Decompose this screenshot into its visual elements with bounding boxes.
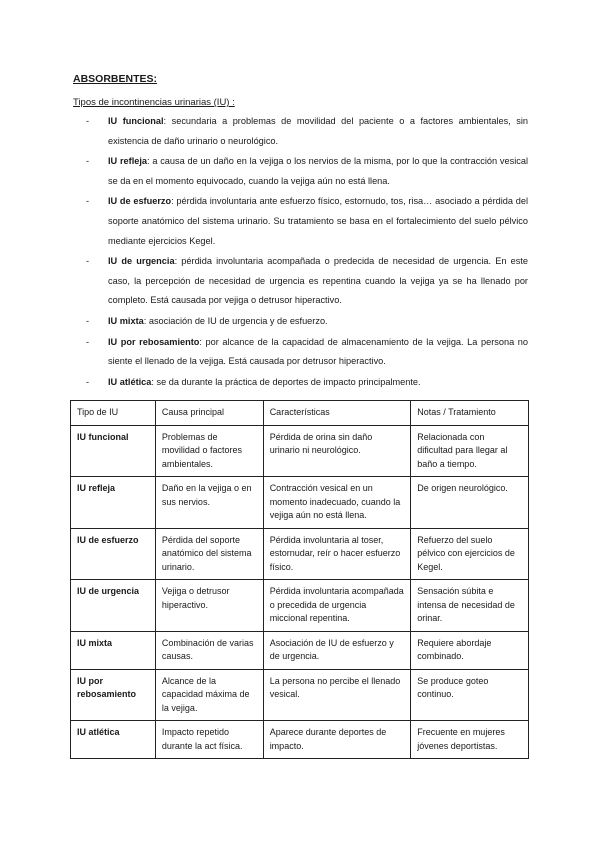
cell-notes: Sensación súbita e intensa de necesidad de orinar. — [411, 580, 529, 632]
bullet-dash: - — [86, 256, 90, 267]
document-title: ABSORBENTES: — [73, 73, 158, 85]
bullet-dash: - — [86, 315, 90, 326]
table-header-row — [71, 401, 529, 426]
cell-cause: Impacto repetido durante la act física. — [155, 721, 263, 759]
list-item — [86, 333, 528, 372]
cell-notes: De origen neurológico. — [411, 477, 529, 529]
cell-notes: Relacionada con dificultad para llegar al baño a tiempo. — [411, 425, 529, 477]
cell-type: IU mixta — [71, 631, 156, 669]
list-item — [86, 373, 528, 393]
cell-characteristics: Aparece durante deportes de impacto. — [263, 721, 411, 759]
cell-cause: Daño en la vejiga o en sus nervios. — [155, 477, 263, 529]
bullet-text: : a causa de un daño en la vejiga o los nervios de la misma, por lo que la contracción vesical se da en el momento equivocado, cuando la vejiga aún no está llena. — [108, 156, 528, 186]
document-subtitle: Tipos de incontinencias urinarias (IU) : — [73, 97, 235, 108]
bullet-text: : se da durante la práctica de deportes de impacto principalmente. — [151, 376, 421, 387]
bullet-term: IU de urgencia — [108, 256, 175, 267]
bullet-text: : asociación de IU de urgencia y de esfuerzo. — [143, 315, 328, 326]
cell-type: IU de urgencia — [71, 580, 156, 632]
table-row — [71, 721, 529, 759]
table-row — [71, 425, 529, 477]
bullet-term: IU atlética — [108, 376, 152, 387]
incontinence-type-list — [86, 112, 528, 393]
cell-notes: Requiere abordaje combinado. — [411, 631, 529, 669]
cell-characteristics: Pérdida involuntaria al toser, estornudar, reír o hacer esfuerzo físico. — [263, 528, 411, 580]
cell-type: IU atlética — [71, 721, 156, 759]
cell-characteristics: Contracción vesical en un momento inadecuado, cuando la vejiga aún no está llena. — [263, 477, 411, 529]
cell-characteristics: Pérdida de orina sin daño urinario ni neurológico. — [263, 425, 411, 477]
bullet-term: IU mixta — [108, 315, 144, 326]
cell-notes: Se produce goteo continuo. — [411, 669, 529, 721]
bullet-text: : por alcance de la capacidad de almacenamiento de la vejiga. La persona no siente el llenado de la vejiga. Está causada por detrusor hiperactivo. — [108, 336, 528, 367]
cell-cause: Vejiga o detrusor hiperactivo. — [155, 580, 263, 632]
bullet-term: IU refleja — [108, 156, 148, 167]
list-item — [86, 112, 528, 151]
column-header-characteristics: Características — [263, 401, 411, 426]
column-header-type: Tipo de IU — [71, 401, 156, 426]
table-row — [71, 528, 529, 580]
table-row — [71, 580, 529, 632]
cell-type: IU de esfuerzo — [71, 528, 156, 580]
bullet-term: IU funcional — [108, 116, 164, 126]
bullet-dash: - — [86, 336, 90, 347]
bullet-dash: - — [86, 156, 90, 167]
column-header-notes: Notas / Tratamiento — [411, 401, 529, 426]
bullet-dash: - — [86, 116, 90, 126]
cell-type: IU funcional — [71, 425, 156, 477]
cell-type: IU refleja — [71, 477, 156, 529]
incontinence-table — [70, 400, 529, 759]
cell-cause: Combinación de varias causas. — [155, 631, 263, 669]
table-row — [71, 631, 529, 669]
cell-cause: Pérdida del soporte anatómico del sistema urinario. — [155, 528, 263, 580]
cell-notes: Refuerzo del suelo pélvico con ejercicios de Kegel. — [411, 528, 529, 580]
cell-cause: Alcance de la capacidad máxima de la vejiga. — [155, 669, 263, 721]
cell-type: IU por rebosamiento — [71, 669, 156, 721]
list-item — [86, 152, 528, 191]
list-item — [86, 192, 528, 251]
bullet-term: IU por rebosamiento — [108, 336, 200, 347]
cell-characteristics: Pérdida involuntaria acompañada o precedida de urgencia miccional repentina. — [263, 580, 411, 632]
table-row — [71, 477, 529, 529]
bullet-term: IU de esfuerzo — [108, 196, 172, 207]
cell-notes: Frecuente en mujeres jóvenes deportistas. — [411, 721, 529, 759]
column-header-cause: Causa principal — [155, 401, 263, 426]
bullet-dash: - — [86, 196, 90, 207]
list-item — [86, 312, 528, 332]
cell-characteristics: La persona no percibe el llenado vesical. — [263, 669, 411, 721]
table-row — [71, 669, 529, 721]
list-item — [86, 252, 528, 311]
cell-cause: Problemas de movilidad o factores ambientales. — [155, 425, 263, 477]
bullet-text: : pérdida involuntaria ante esfuerzo físico, estornudo, tos, risa… asociado a pérdida del soporte anatómico del sistema urinario. Su tratamiento se basa en el fortalecimiento del suelo pélvico mediante ejercicios Kegel. — [108, 196, 529, 246]
cell-characteristics: Asociación de IU de esfuerzo y de urgencia. — [263, 631, 411, 669]
bullet-text: : secundaria a problemas de movilidad del paciente o a factores ambientales, sin existencia de daño urinario o neurológico. — [108, 116, 528, 146]
bullet-dash: - — [86, 376, 90, 387]
bullet-text: : pérdida involuntaria acompañada o predecida de necesidad de urgencia. En este caso, la percepción de necesidad de urgencia es repentina cuando la vejiga ya se ha llenado por completo. Está causada por vejiga o detrusor hiperactivo. — [108, 256, 529, 306]
